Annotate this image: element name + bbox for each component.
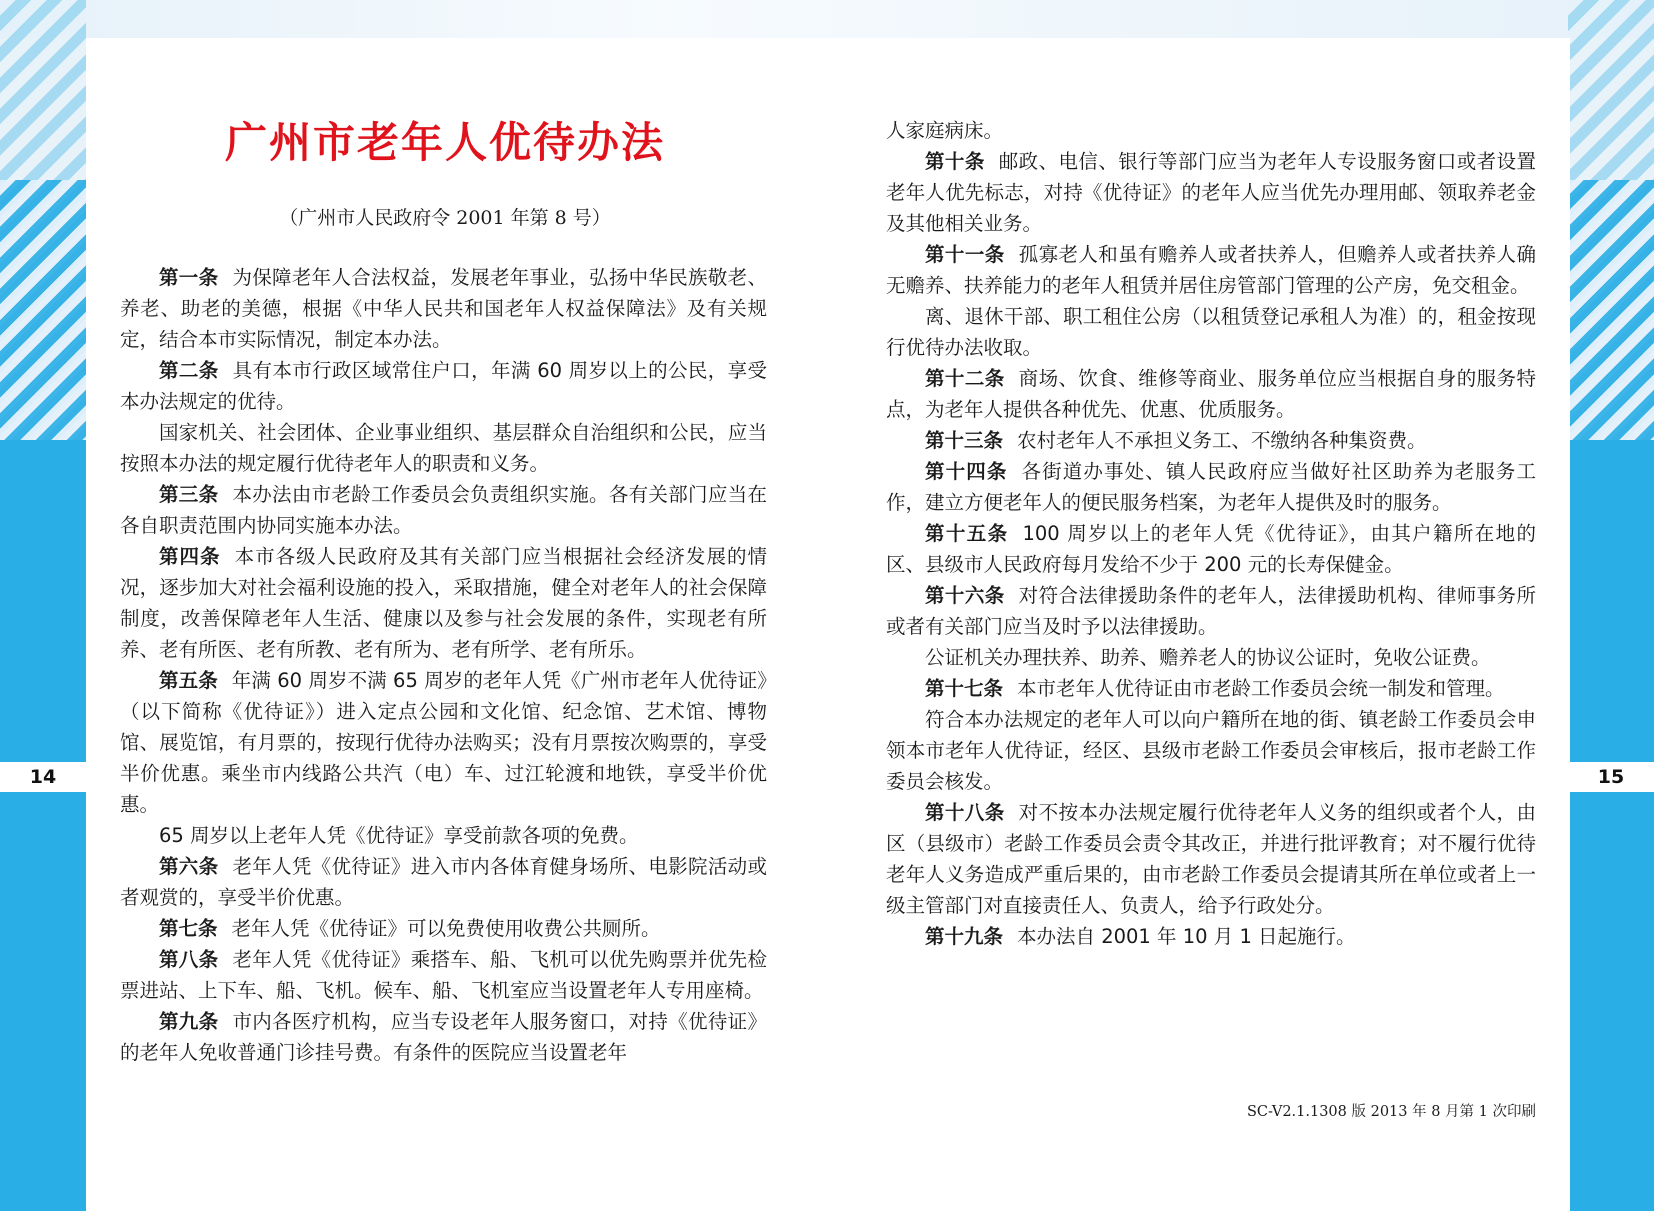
article-number: 第九条 (159, 1010, 219, 1033)
article-number: 第十九条 (925, 925, 1004, 948)
article-paragraph (886, 456, 1536, 518)
article-paragraph (120, 417, 767, 479)
article-number: 第十五条 (925, 522, 1009, 545)
article-text: 国家机关、社会团体、企业事业组织、基层群众自治组织和公民，应当按照本办法的规定履行优待老年人的职责和义务。 (120, 421, 767, 475)
article-paragraph (120, 665, 767, 820)
article-paragraph (120, 851, 767, 913)
article-text: 100 周岁以上的老年人凭《优待证》，由其户籍所在地的区、县级市人民政府每月发给不少于 200 元的长寿保健金。 (886, 522, 1536, 576)
article-text: 本办法由市老龄工作委员会负责组织实施。各有关部门应当在各自职责范围内协同实施本办法。 (120, 483, 767, 537)
decree-number: （广州市人民政府令 2001 年第 8 号） (279, 207, 611, 229)
article-number: 第十六条 (925, 584, 1005, 607)
article-number: 第八条 (159, 948, 219, 971)
article-paragraph (886, 301, 1536, 363)
article-paragraph (120, 262, 767, 355)
article-number: 第七条 (159, 917, 218, 940)
top-band (0, 0, 1654, 38)
article-number: 第十条 (925, 150, 985, 173)
right-column (886, 115, 1536, 952)
article-number: 第三条 (159, 483, 219, 506)
article-text: 公证机关办理扶养、助养、赡养老人的协议公证时，免收公证费。 (925, 646, 1491, 669)
article-text: 商场、饮食、维修等商业、服务单位应当根据自身的服务特点，为老年人提供各种优先、优惠、优质服务。 (886, 367, 1536, 421)
article-text: 年满 60 周岁不满 65 周岁的老年人凭《广州市老年人优待证》（以下简称《优待证》）进入定点公园和文化馆、纪念馆、艺术馆、博物馆、展览馆，有月票的，按现行优待办法购买；没有月票按次购票的，享受半价优惠。乘坐市内线路公共汽（电）车、过江轮渡和地铁，享受半价优惠。 (120, 669, 767, 816)
right-margin-decoration (1568, 0, 1654, 1211)
article-number: 第十三条 (925, 429, 1004, 452)
article-paragraph (120, 355, 767, 417)
article-paragraph (886, 115, 1536, 146)
article-paragraph (120, 913, 767, 944)
article-paragraph (886, 673, 1536, 704)
article-text: 对符合法律援助条件的老年人，法律援助机构、律师事务所或者有关部门应当及时予以法律援助。 (886, 584, 1536, 638)
article-paragraph (886, 239, 1536, 301)
article-text: 符合本办法规定的老年人可以向户籍所在地的街、镇老龄工作委员会申领本市老年人优待证，经区、县级市老龄工作委员会审核后，报市老龄工作委员会核发。 (886, 708, 1536, 793)
article-paragraph (886, 518, 1536, 580)
article-paragraph (120, 1006, 767, 1068)
article-paragraph (886, 425, 1536, 456)
left-column (120, 262, 767, 1068)
article-number: 第十二条 (925, 367, 1005, 390)
page-number-right: 15 (1568, 762, 1654, 792)
article-number: 第十八条 (925, 801, 1005, 824)
article-text: 老年人凭《优待证》进入市内各体育健身场所、电影院活动或者观赏的，享受半价优惠。 (120, 855, 767, 909)
article-text: 人家庭病床。 (886, 119, 1004, 142)
article-text: 离、退休干部、职工租住公房（以租赁登记承租人为准）的，租金按现行优待办法收取。 (886, 305, 1536, 359)
print-imprint: SC-V2.1.1308 版 2013 年 8 月第 1 次印刷 (1246, 1104, 1536, 1120)
article-text: 老年人凭《优待证》可以免费使用收费公共厕所。 (231, 917, 661, 940)
article-paragraph (120, 944, 767, 1006)
article-paragraph (120, 820, 767, 851)
article-text: 老年人凭《优待证》乘搭车、船、飞机可以优先购票并优先检票进站、上下车、船、飞机。候车、船、飞机室应当设置老年人专用座椅。 (120, 948, 767, 1002)
article-paragraph (120, 541, 767, 665)
article-number: 第一条 (159, 266, 219, 289)
document-title: 广州市老年人优待办法 (224, 118, 665, 167)
article-text: 市内各医疗机构，应当专设老年人服务窗口，对持《优待证》的老年人免收普通门诊挂号费。有条件的医院应当设置老年 (120, 1010, 767, 1064)
article-number: 第十一条 (925, 243, 1005, 266)
article-paragraph (886, 642, 1536, 673)
article-text: 各街道办事处、镇人民政府应当做好社区助养为老服务工作，建立方便老年人的便民服务档案，为老年人提供及时的服务。 (886, 460, 1536, 514)
article-text: 为保障老年人合法权益，发展老年事业，弘扬中华民族敬老、养老、助老的美德，根据《中华人民共和国老年人权益保障法》及有关规定，结合本市实际情况，制定本办法。 (120, 266, 767, 351)
article-paragraph (886, 797, 1536, 921)
page-number-left: 14 (0, 762, 86, 792)
article-text: 本办法自 2001 年 10 月 1 日起施行。 (1017, 925, 1356, 948)
article-number: 第十七条 (925, 677, 1004, 700)
article-paragraph (886, 363, 1536, 425)
article-text: 农村老年人不承担义务工、不缴纳各种集资费。 (1017, 429, 1427, 452)
article-paragraph (886, 146, 1536, 239)
article-number: 第四条 (159, 545, 221, 568)
article-paragraph (120, 479, 767, 541)
article-number: 第五条 (159, 669, 218, 692)
article-text: 孤寡老人和虽有赡养人或者扶养人，但赡养人或者扶养人确无赡养、扶养能力的老年人租赁并居住房管部门管理的公产房，免交租金。 (886, 243, 1536, 297)
article-paragraph (886, 921, 1536, 952)
article-paragraph (886, 704, 1536, 797)
article-number: 第六条 (159, 855, 219, 878)
article-number: 第十四条 (925, 460, 1008, 483)
article-text: 对不按本办法规定履行优待老年人义务的组织或者个人，由区（县级市）老龄工作委员会责令其改正，并进行批评教育；对不履行优待老年人义务造成严重后果的，由市老龄工作委员会提请其所在单位或者上一级主管部门对直接责任人、负责人，给予行政处分。 (886, 801, 1536, 917)
article-paragraph (886, 580, 1536, 642)
article-text: 本市老年人优待证由市老龄工作委员会统一制发和管理。 (1017, 677, 1505, 700)
article-text: 65 周岁以上老年人凭《优待证》享受前款各项的免费。 (159, 824, 639, 847)
article-number: 第二条 (159, 359, 219, 382)
left-margin-decoration (0, 0, 86, 1211)
article-text: 邮政、电信、银行等部门应当为老年人专设服务窗口或者设置老年人优先标志，对持《优待证》的老年人应当优先办理用邮、领取养老金及其他相关业务。 (886, 150, 1536, 235)
article-text: 具有本市行政区域常住户口，年满 60 周岁以上的公民，享受本办法规定的优待。 (120, 359, 767, 413)
article-text: 本市各级人民政府及其有关部门应当根据社会经济发展的情况，逐步加大对社会福利设施的投入，采取措施，健全对老年人的社会保障制度，改善保障老年人生活、健康以及参与社会发展的条件，实现老有所养、老有所医、老有所教、老有所为、老有所学、老有所乐。 (120, 545, 767, 661)
